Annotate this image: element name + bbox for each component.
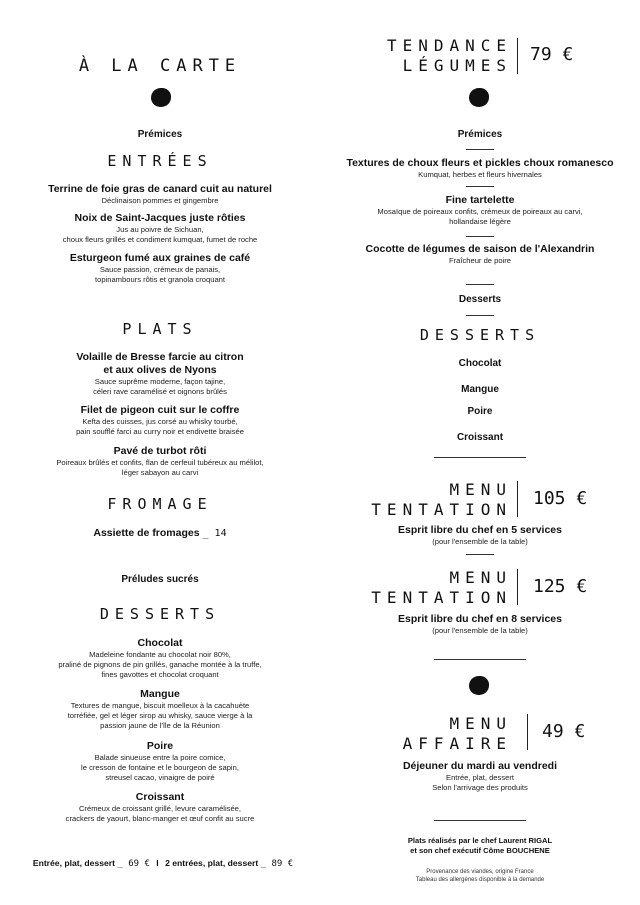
menus-column [320,0,640,905]
dish-desc: Fraîcheur de poire [448,256,512,265]
dessert-item: Mangue [461,384,499,395]
dish-name: Cocotte de légumes de saison de l'Alexandrin [365,243,595,255]
dish-desc: topinambours rôtis et granola croquant [94,275,225,284]
divider-bar [527,714,528,750]
dish-name: Textures de choux fleurs et pickles choux romanesco [346,157,614,169]
long-rule [434,820,526,821]
dish-desc: léger sabayon au carvi [121,468,199,477]
preludes-label: Préludes sucrés [121,574,199,585]
menu-desc: Esprit libre du chef en 5 services [398,524,562,536]
dish-name: Croissant [135,791,185,803]
menu-desc: Déjeuner du mardi au vendredi [402,760,558,772]
formula-price: _ 89 € [260,859,294,869]
short-rule [466,186,494,187]
dish-name: Poire [146,740,174,752]
dessert-item [0,740,320,783]
menu-tentation-title [340,480,512,520]
menu-affaire-title [360,714,512,754]
dish-name: Pavé de turbot rôti [113,445,207,457]
entree-item [0,212,320,245]
legume-item [320,194,640,227]
fromage-heading: FROMAGE [107,495,213,513]
dish-desc: torréfiée, gel et léger sirop au whisky, sauce vierge à la [67,711,253,720]
short-rule [466,315,494,316]
dessert-item [0,688,320,731]
dish-desc: céleri rave caramélisé et oignons brûlés [93,387,227,396]
dish-desc: Mosaïque de poireaux confits, crémeux de poireaux au carvi, [377,207,583,216]
provenance-line: Tableau des allergènes disponible à la demande [415,877,545,883]
dish-desc: Déclinaison pommes et gingembre [101,196,219,205]
fromage-item [0,527,320,540]
dish-desc: Poireaux brûlés et confits, flan de cerfeuil tubéreux au mélilot, [56,458,264,467]
dish-desc: Textures de mangue, biscuit moelleux à la cacahuète [70,701,250,710]
menu-note: (pour l'ensemble de la table) [432,537,528,546]
title-line: TENTATION [371,588,512,607]
desserts-heading: DESSERTS [99,605,221,623]
divider-bar [517,569,518,605]
dessert-item [0,791,320,824]
plat-item [0,404,320,437]
dish-desc: Sauce suprême moderne, façon tajine, [94,377,226,386]
desserts-label: Desserts [458,294,502,305]
chef-credits [320,836,640,856]
premices-label: Prémices [137,129,183,140]
dish-desc: Crémeux de croissant grillé, levure caramélisée, [78,804,242,813]
provenance-line: Provenance des viandes, origine France [426,869,534,875]
title-line: AFFAIRE [402,734,512,753]
menu-tentation-title [340,568,512,608]
short-rule [466,284,494,285]
title-line: MENU [449,714,512,733]
dish-desc: Jus au poivre de Sichuan, [116,225,204,234]
plat-item [0,445,320,478]
entrees-heading: ENTRÉES [107,152,213,170]
menu-price: 105 € [533,488,588,509]
dish-desc: passion jaune de l'île de la Réunion [100,721,220,730]
dessert-item: Croissant [456,432,504,443]
premices-label: Prémices [457,129,503,140]
short-rule [466,149,494,150]
title-line: TENDANCE [386,36,512,55]
plats-heading: PLATS [122,320,198,338]
dish-name: Chocolat [137,637,183,649]
dish-desc: fines gavottes et chocolat croquant [101,670,219,679]
dish-name: et aux olives de Nyons [103,364,217,376]
menu-note: (pour l'ensemble de la table) [432,626,528,635]
dish-desc: crackers de yaourt, blanc-manger et œuf confit au sucre [65,814,255,823]
fromage-name: Assiette de fromages [93,527,200,539]
dessert-item: Chocolat [458,358,502,369]
dessert-item [0,637,320,680]
menu-note: Entrée, plat, dessert [446,773,514,782]
plat-item [0,351,320,397]
a-la-carte-title: À LA CARTE [78,56,242,76]
dish-name: Terrine de foie gras de canard cuit au naturel [48,183,272,195]
legume-item [320,243,640,266]
menu-price: 49 € [542,721,586,742]
title-line: LÉGUMES [402,56,512,75]
ink-blot-icon [151,88,171,107]
dish-name: Esturgeon fumé aux graines de café [69,252,251,264]
dish-desc: hollandaise légère [449,217,511,226]
dish-desc: Sauce passion, crémeux de panais, [99,265,221,274]
dish-desc: choux fleurs grillés et condiment kumquat, fumet de roche [62,235,258,244]
dish-name: Noix de Saint-Jacques juste rôties [74,212,246,224]
divider-bar [517,38,518,74]
menu-desc: Esprit libre du chef en 8 services [398,613,562,625]
long-rule [434,659,526,660]
chef-line: Plats réalisés par le chef Laurent RIGAL [407,836,553,845]
dish-desc: pain soufflé farci au curry noir et endivette braisée [76,427,244,436]
dish-name: Volaille de Bresse farcie au citron [76,351,244,363]
menu-price: 125 € [533,576,588,597]
dish-name: Fine tartelette [445,194,515,206]
long-rule [434,457,526,458]
dish-desc: Balade sinueuse entre la poire comice, [94,753,226,762]
fromage-price: _ 14 [202,528,227,539]
dish-desc: praliné de pignons de pin grillés, ganache montée à la truffe, [58,660,262,669]
desserts-heading: DESSERTS [419,326,541,344]
entree-item [0,252,320,285]
formula-price: _ 69 € [117,859,150,869]
footer-separator: I [156,858,159,868]
dish-desc: Kefta des cuisses, jus corsé au whisky tourbé, [82,417,238,426]
divider-bar [517,481,518,517]
tendance-legumes-title [362,36,512,76]
legume-item [320,157,640,180]
title-line: MENU [449,480,512,499]
formula-label: Entrée, plat, dessert [32,858,115,868]
short-rule [466,236,494,237]
tendance-price: 79 € [530,44,574,65]
dessert-item: Poire [467,406,493,417]
dish-desc: Madeleine fondante au chocolat noir 80%, [89,650,231,659]
short-rule [466,554,494,555]
dish-desc: Kumquat, herbes et fleurs hivernales [418,170,542,179]
dish-desc: streusel cacao, vinaigre de poiré [105,773,215,782]
ink-blot-icon [469,88,489,107]
formula-label: 2 entrées, plat, dessert [165,858,259,868]
menu-note: Selon l'arrivage des produits [432,783,528,792]
dish-desc: le cresson de fontaine et le bourgeon de sapin, [81,763,239,772]
title-line: MENU [449,568,512,587]
dish-name: Mangue [140,688,180,700]
entree-item [0,183,320,206]
title-line: TENTATION [371,500,512,519]
chef-line: et son chef exécutif Côme BOUCHENE [410,846,550,855]
provenance-note [320,868,640,884]
carte-price-footer [3,858,323,869]
dish-name: Filet de pigeon cuit sur le coffre [80,404,240,416]
ink-blot-icon [469,676,489,695]
